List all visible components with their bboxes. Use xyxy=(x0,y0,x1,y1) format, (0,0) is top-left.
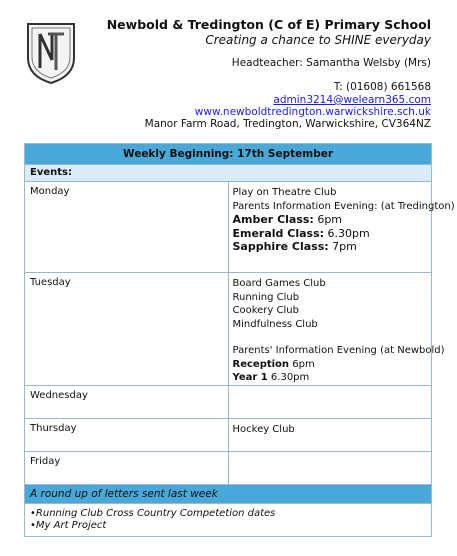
event-item xyxy=(233,240,432,254)
class-label: Year 1 xyxy=(232,372,268,383)
day-thursday: Thursday xyxy=(25,418,229,451)
roundup-title: A round up of letters sent last week xyxy=(25,484,432,503)
weekly-newsletter-table xyxy=(24,143,455,537)
events-label: Events: xyxy=(25,165,432,182)
telephone: T: (01608) 661568 xyxy=(333,81,431,93)
class-time: 6.30pm xyxy=(267,372,310,383)
day-wednesday: Wednesday xyxy=(25,385,229,418)
class-time: 6pm xyxy=(289,358,315,370)
day-monday: Monday xyxy=(25,182,229,273)
class-time: 6.30pm xyxy=(324,226,370,240)
event-item: Board Games Club xyxy=(232,278,326,289)
week-title: Weekly Beginning: 17th September xyxy=(25,144,432,165)
table-row xyxy=(25,182,432,273)
event-item xyxy=(233,358,432,372)
class-label: Reception xyxy=(232,358,290,370)
event-item: Mindfulness Club xyxy=(232,318,318,330)
table-row xyxy=(25,273,432,386)
monday-events xyxy=(228,182,455,273)
event-item: Hockey Club xyxy=(232,423,295,435)
day-friday: Friday xyxy=(25,451,229,484)
table-row xyxy=(25,451,432,484)
event-item: Cookery Club xyxy=(232,305,299,316)
day-tuesday: Tuesday xyxy=(25,273,229,386)
letters-list xyxy=(25,503,432,536)
class-time: 7pm xyxy=(328,240,357,253)
friday-events xyxy=(228,451,432,484)
website-link[interactable]: www.newboldtredington.warwickshire.sch.uk xyxy=(194,106,431,118)
list-item: • My Art Project xyxy=(30,520,431,532)
thursday-events xyxy=(228,418,432,451)
tuesday-events xyxy=(228,273,445,386)
school-tagline: Creating a chance to SHINE everyday xyxy=(205,33,431,47)
event-item xyxy=(233,227,432,241)
class-label: Emerald Class: xyxy=(232,226,325,240)
event-item xyxy=(233,371,432,385)
class-label: Amber Class: xyxy=(232,213,314,226)
event-item: Parents Information Evening: (at Tredington) xyxy=(232,200,455,212)
school-name: Newbold & Tredington (C of E) Primary School xyxy=(106,17,431,32)
event-item: Running Club xyxy=(232,291,300,303)
school-crest-logo xyxy=(22,20,80,86)
email-link[interactable]: admin3214@welearn365.com xyxy=(273,94,431,106)
spacer xyxy=(233,331,432,344)
class-time: 6pm xyxy=(313,213,343,226)
headteacher: Headteacher: Samantha Welsby (Mrs) xyxy=(231,57,431,69)
event-item: Parents' Information Evening (at Newbold) xyxy=(232,345,445,356)
table-row xyxy=(25,418,432,451)
list-item: • Running Club Cross Country Competetion dates xyxy=(30,508,431,520)
wednesday-events xyxy=(228,385,432,418)
table-row xyxy=(25,385,432,418)
event-item: Play on Theatre Club xyxy=(232,187,337,198)
event-item xyxy=(233,213,432,227)
class-label: Sapphire Class: xyxy=(232,240,329,253)
school-address: Manor Farm Road, Tredington, Warwickshire, CV364NZ xyxy=(144,118,431,130)
